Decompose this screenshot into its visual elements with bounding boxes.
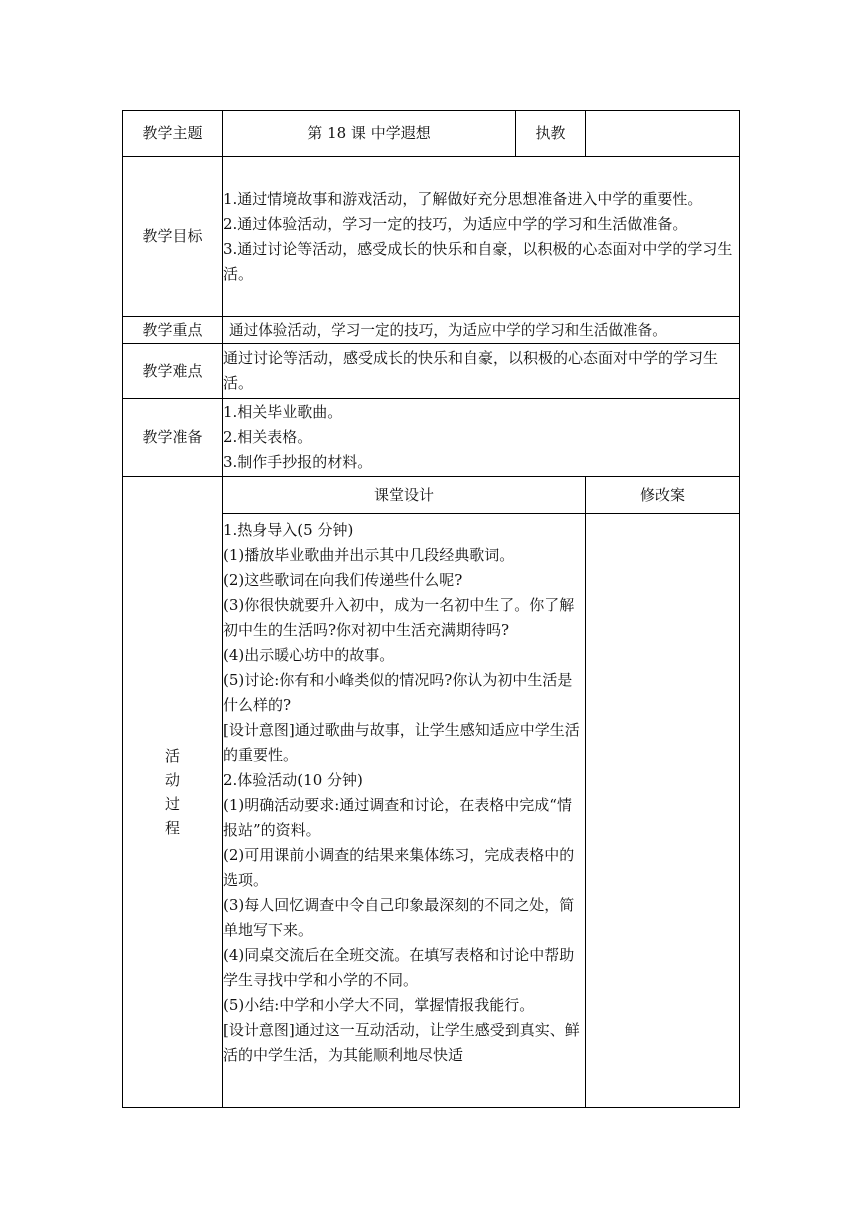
row-objectives [123,157,740,317]
design-line: 1.热身导入(5 分钟) [223,520,354,539]
row-key-points [123,317,740,344]
activity-label-char: 过 [164,795,180,813]
objective-item: 3.通过讨论等活动，感受成长的快乐和自豪，以积极的心态面对中学的学习生活。 [223,239,733,283]
design-line: [设计意图]通过歌曲与故事，让学生感知适应中学生活的重要性。 [223,720,580,764]
design-line: (5)讨论:你有和小峰类似的情况吗?你认为初中生活是什么样的? [223,670,573,714]
design-line: (3)每人回忆调查中令自己印象最深刻的不同之处，简单地写下来。 [223,895,575,939]
key-points-label: 教学重点 [123,317,223,344]
design-header: 课堂设计 [223,477,586,514]
design-line: (5)小结:中学和小学大不同，掌握情报我能行。 [223,995,535,1014]
lesson-title: 第 18 课 中学遐想 [223,111,516,157]
design-line: (4)出示暖心坊中的故事。 [223,645,395,664]
objectives-content [223,157,740,317]
design-line: (1)播放毕业歌曲并出示其中几段经典歌词。 [223,545,515,564]
row-preparation [123,399,740,477]
lesson-plan-table [122,110,740,1108]
design-line: (2)可用课前小调查的结果来集体练习，完成表格中的选项。 [223,845,575,889]
difficulties-text: 通过讨论等活动，感受成长的快乐和自豪，以积极的心态面对中学的学习生活。 [223,344,740,399]
design-line: (2)这些歌词在向我们传递些什么呢? [223,570,463,589]
design-line: 2.体验活动(10 分钟) [223,770,363,789]
preparation-label: 教学准备 [123,399,223,477]
topic-label: 教学主题 [123,111,223,157]
objective-item: 2.通过体验活动，学习一定的技巧，为适应中学的学习和生活做准备。 [223,214,688,233]
design-line: (4)同桌交流后在全班交流。在填写表格和讨论中帮助学生寻找中学和小学的不同。 [223,945,575,989]
key-points-text: 通过体验活动，学习一定的技巧，为适应中学的学习和生活做准备。 [223,317,740,344]
objective-item: 1.通过情境故事和游戏活动，了解做好充分思想准备进入中学的重要性。 [223,189,703,208]
activity-label [123,477,223,1108]
activity-label-char: 动 [164,771,180,789]
difficulties-label: 教学难点 [123,344,223,399]
preparation-item: 2.相关表格。 [223,428,313,446]
activity-label-char: 活 [164,747,180,765]
revision-content [586,514,740,1108]
row-topic [123,111,740,157]
design-line: (3)你很快就要升入初中，成为一名初中生了。你了解初中生的生活吗?你对初中生活充满期待吗? [223,595,575,639]
objectives-label: 教学目标 [123,157,223,317]
row-difficulties [123,344,740,399]
teacher-label: 执教 [516,111,586,157]
design-line: [设计意图]通过这一互动活动，让学生感受到真实、鲜活的中学生活，为其能顺利地尽快适 [223,1020,580,1064]
row-activity-header [123,477,740,514]
revision-header: 修改案 [586,477,740,514]
preparation-content [223,399,740,477]
preparation-item: 3.制作手抄报的材料。 [223,453,373,471]
preparation-item: 1.相关毕业歌曲。 [223,403,343,421]
activity-label-char: 程 [164,819,180,837]
teacher-value [586,111,740,157]
design-line: (1)明确活动要求:通过调查和讨论，在表格中完成“情报站”的资料。 [223,795,572,839]
design-content [223,514,586,1108]
